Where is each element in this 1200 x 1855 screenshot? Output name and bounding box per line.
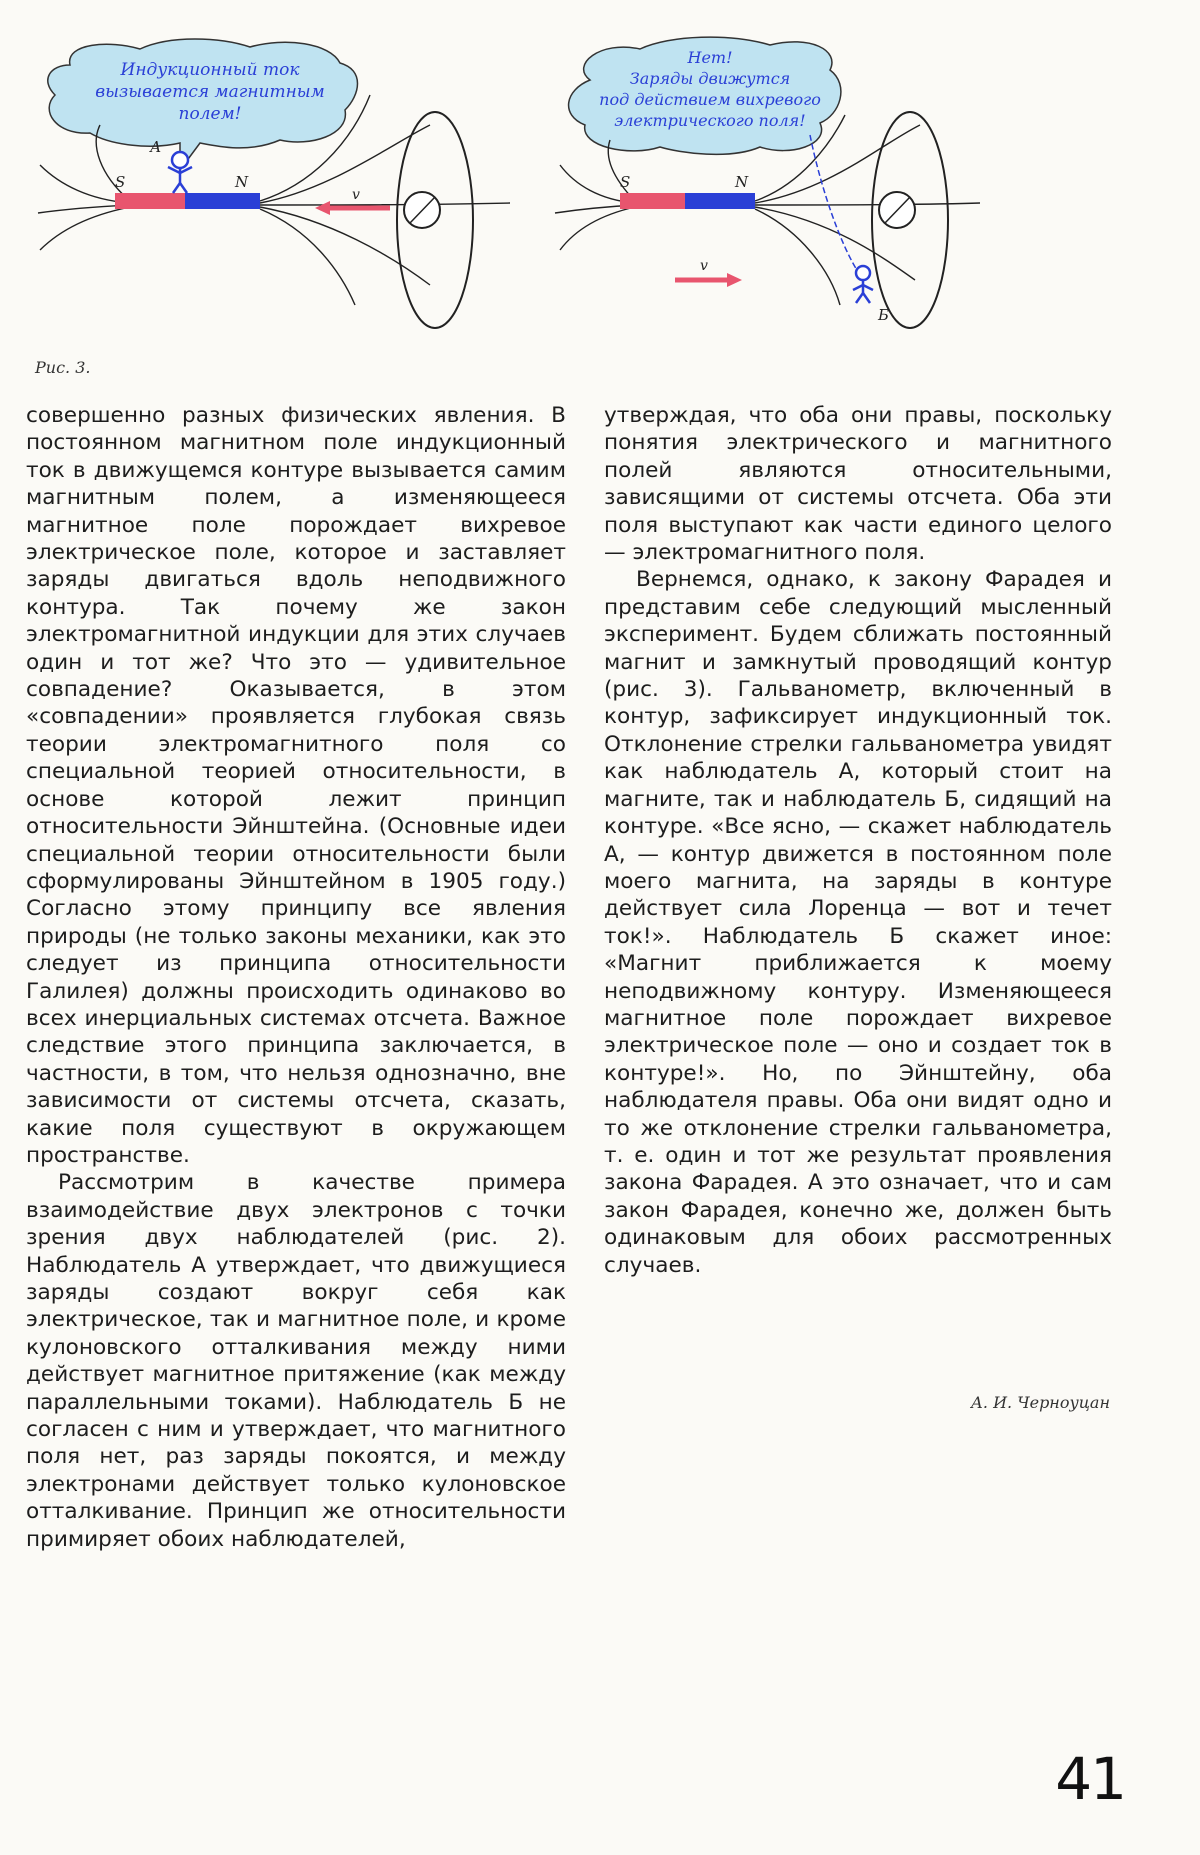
right-bubble-line: под действием вихревого xyxy=(599,90,821,109)
left-bubble-line: вызывается магнитным xyxy=(95,82,325,102)
right-bubble-line: электрического поля! xyxy=(614,111,806,130)
paragraph: совершенно разных физических явления. В постоянном магнитном поле индукционный ток в движущемся контуре вызывается самим магнитным полем, а изменяющееся магнитное поле порождает вихревое электрическое поле, которое и заставляет заряды двигаться вдоль неподвижного контура. Так почему же закон электромагнитной индукции для этих случаев один и тот же? Что это — удивительное совпадение? Оказывается, в этом «совпадении» проявляется глубокая связь теории электромагнитного поля со специальной теорией относительности, в основе которой лежит принцип относительности Эйнштейна. (Основные идеи специальной теории относительности были сформулированы Эйнштейном в 1905 году.) Согласно этому принципу все явления природы (не только законы механики, как это следует из принципа относительности Галилея) должны происходить одинаково во всех инерциальных системах отсчета. Важное следствие этого принципа заключается, в частности, в том, что нельзя однозначно, вне зависимости от системы отсчета, сказать, какие поля существуют в окружающем пространстве. xyxy=(26,403,566,1168)
observer-b-figure xyxy=(810,135,873,303)
velocity-label-left: v xyxy=(352,187,360,203)
left-column xyxy=(26,402,566,1553)
observer-b-label: Б xyxy=(878,306,890,324)
author-signature: А. И. Черноуцан xyxy=(970,1393,1110,1412)
magnet-north-left xyxy=(185,193,260,209)
paragraph: утверждая, что оба они правы, поскольку понятия электрического и магнитного полей являются относительными, зависящими от системы отсчета. Оба эти поля выступают как части единого целого — электромагнитного поля. xyxy=(604,403,1112,566)
pole-s-right: S xyxy=(620,173,631,191)
figure-3 xyxy=(30,35,1140,355)
magnet-south-left xyxy=(115,193,185,209)
right-column xyxy=(604,402,1112,1279)
pole-n-right: N xyxy=(735,173,749,191)
velocity-label-right: v xyxy=(700,258,708,274)
pole-n-left: N xyxy=(235,173,249,191)
observer-a-label: А xyxy=(150,138,162,156)
observer-a-figure xyxy=(168,152,192,193)
pole-s-left: S xyxy=(115,173,126,191)
right-bubble-text xyxy=(570,47,850,131)
left-bubble-text xyxy=(65,59,355,125)
paragraph: Рассмотрим в качестве примера взаимодействие двух электронов с точки зрения двух наблюдателей (рис. 2). Наблюдатель А утверждает, что движущиеся заряды создают вокруг себя как электрическое, так и магнитное поле, и кроме кулоновского отталкивания между ними действует магнитное притяжение (как между параллельными токами). Наблюдатель Б не согласен с ним и утверждает, что магнитного поля нет, раз заряды покоятся, и между электронами действует только кулоновское отталкивание. Принцип же относительности примиряет обоих наблюдателей, xyxy=(26,1170,566,1552)
magnet-north-right xyxy=(685,193,755,209)
right-bubble-line: Нет! xyxy=(687,48,733,67)
paragraph: Вернемся, однако, к закону Фарадея и представим себе следующий мысленный эксперимент. Будем сближать постоянный магнит и замкнутый проводящий контур (рис. 3). Гальванометр, включенный в контур, зафиксирует индукционный ток. Отклонение стрелки гальванометра увидят как наблюдатель А, который стоит на магните, так и наблюдатель Б, сидящий на контуре. «Все ясно, — скажет наблюдатель А, — контур движется в постоянном поле моего магнита, на заряды в контуре действует сила Лоренца — вот и течет ток!». Наблюдатель Б скажет иное: «Магнит приближается к моему неподвижному контуру. Изменяющееся магнитное поле порождает вихревое электрическое поле — оно и создает ток в контуре!». Но, по Эйнштейну, оба наблюдателя правы. Оба они видят одно и то же отклонение стрелки гальванометра, т. е. один и тот же результат проявления закона Фарадея. А это означает, что и сам закон Фарадея, конечно же, должен быть одинаковым для обоих рассмотренных случаев. xyxy=(604,567,1112,1278)
magnet-south-right xyxy=(620,193,685,209)
left-bubble-line: полем! xyxy=(178,104,242,124)
page-number: 41 xyxy=(1055,1745,1125,1813)
left-bubble-line: Индукционный ток xyxy=(120,60,300,80)
right-bubble-line: Заряды движутся xyxy=(629,69,791,88)
figure-caption: Рис. 3. xyxy=(35,358,91,377)
